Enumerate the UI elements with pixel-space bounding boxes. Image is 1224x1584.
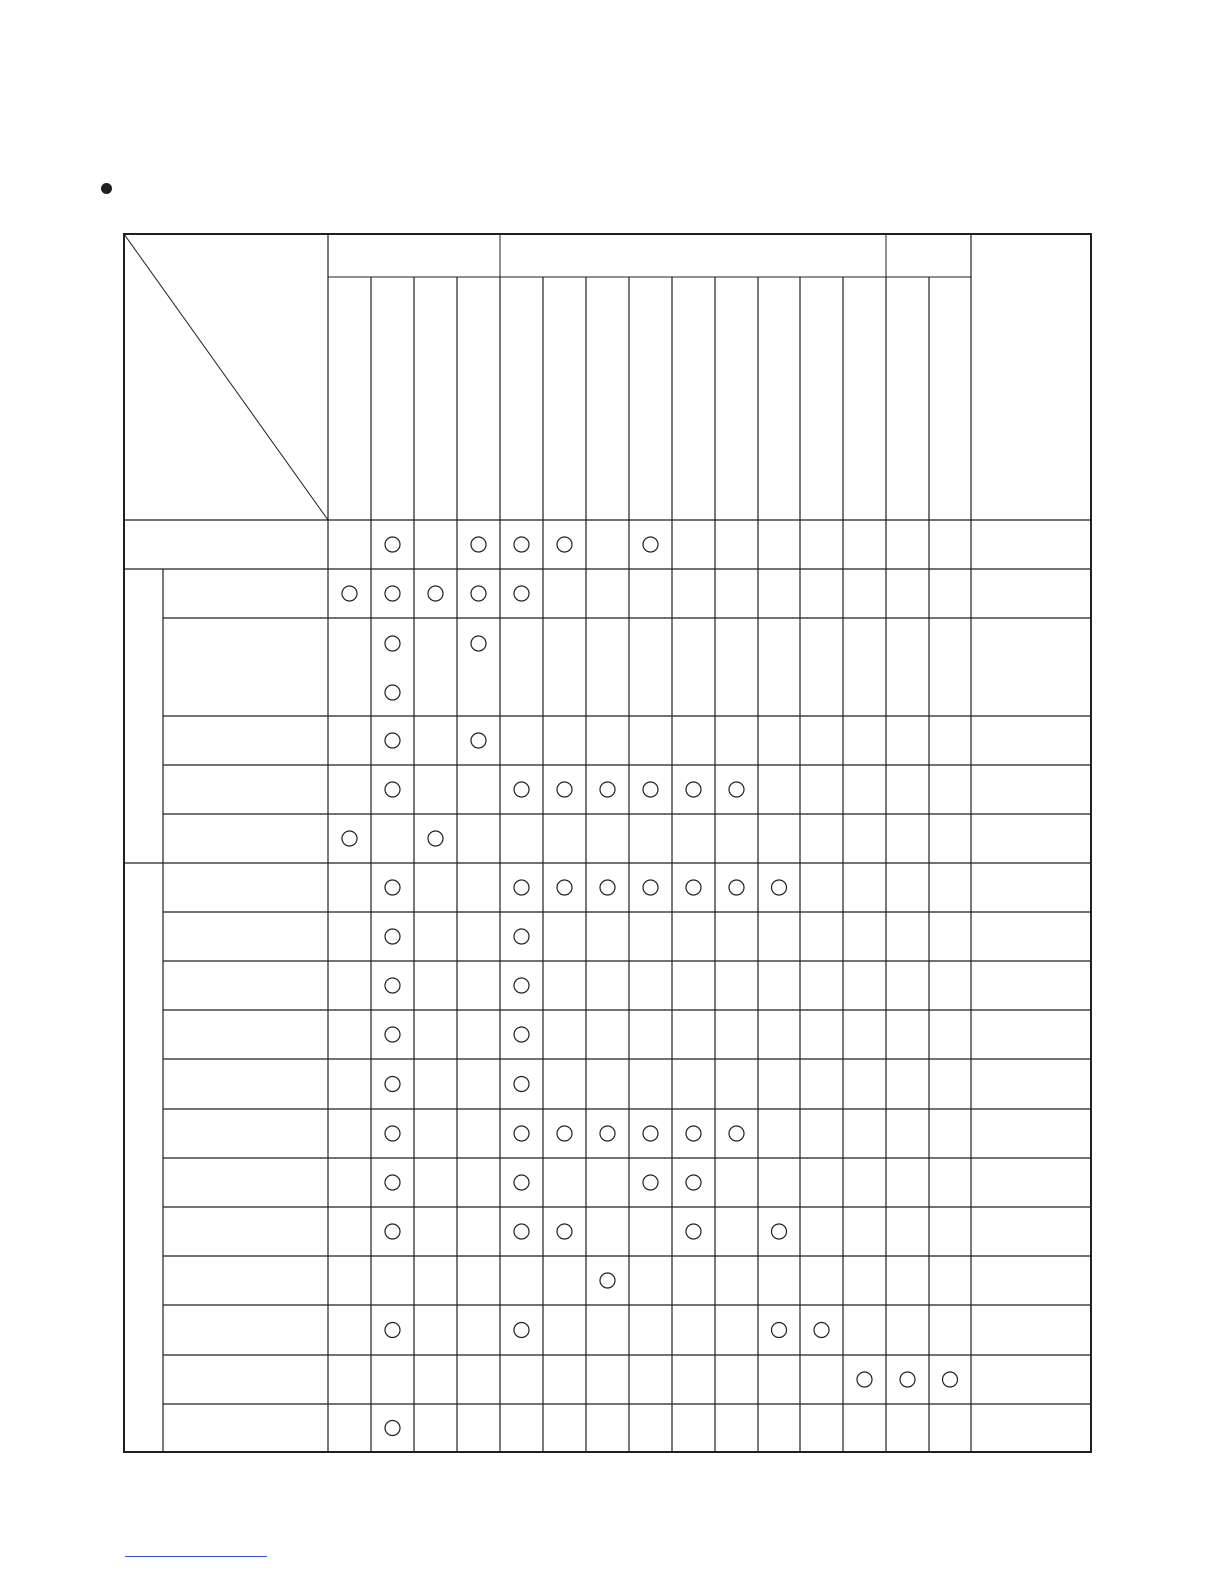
mark-circle <box>686 1175 701 1190</box>
mark-circle <box>385 1126 400 1141</box>
mark-circle <box>385 1027 400 1042</box>
mark-circle <box>385 1224 400 1239</box>
header-diagonal <box>124 234 328 520</box>
mark-circle <box>385 537 400 552</box>
mark-circle <box>385 1323 400 1338</box>
mark-circle <box>471 733 486 748</box>
mark-circle <box>900 1372 915 1387</box>
mark-circle <box>385 685 400 700</box>
mark-circle <box>943 1372 958 1387</box>
mark-circle <box>514 978 529 993</box>
mark-circle <box>385 929 400 944</box>
matrix-marks <box>342 537 958 1436</box>
mark-circle <box>729 1126 744 1141</box>
mark-circle <box>643 880 658 895</box>
mark-circle <box>342 831 357 846</box>
mark-circle <box>514 1323 529 1338</box>
mark-circle <box>514 929 529 944</box>
mark-circle <box>342 586 357 601</box>
mark-circle <box>686 1126 701 1141</box>
mark-circle <box>729 880 744 895</box>
mark-circle <box>600 1126 615 1141</box>
mark-circle <box>385 782 400 797</box>
mark-circle <box>514 1027 529 1042</box>
mark-circle <box>385 586 400 601</box>
mark-circle <box>514 586 529 601</box>
mark-circle <box>514 1126 529 1141</box>
mark-circle <box>772 1323 787 1338</box>
mark-circle <box>557 782 572 797</box>
mark-circle <box>557 537 572 552</box>
mark-circle <box>514 537 529 552</box>
mark-circle <box>557 880 572 895</box>
mark-circle <box>772 880 787 895</box>
mark-circle <box>643 537 658 552</box>
mark-circle <box>600 782 615 797</box>
mark-circle <box>772 1224 787 1239</box>
mark-circle <box>385 978 400 993</box>
mark-circle <box>643 782 658 797</box>
mark-circle <box>600 880 615 895</box>
mark-circle <box>385 636 400 651</box>
mark-circle <box>857 1372 872 1387</box>
mark-circle <box>514 1224 529 1239</box>
mark-circle <box>643 1175 658 1190</box>
mark-circle <box>729 782 744 797</box>
mark-circle <box>557 1224 572 1239</box>
mark-circle <box>643 1126 658 1141</box>
mark-circle <box>385 880 400 895</box>
mark-circle <box>471 537 486 552</box>
mark-circle <box>385 733 400 748</box>
mark-circle <box>514 880 529 895</box>
mark-circle <box>385 1077 400 1092</box>
table-border <box>124 234 1091 1452</box>
mark-circle <box>557 1126 572 1141</box>
mark-circle <box>385 1421 400 1436</box>
mark-circle <box>686 1224 701 1239</box>
mark-circle <box>686 880 701 895</box>
mark-circle <box>514 1077 529 1092</box>
mark-circle <box>385 1175 400 1190</box>
mark-circle <box>600 1273 615 1288</box>
mark-circle <box>428 831 443 846</box>
matrix-grid <box>124 234 1091 1452</box>
footer-link[interactable] <box>125 1556 267 1557</box>
mark-circle <box>814 1323 829 1338</box>
mark-circle <box>686 782 701 797</box>
mark-circle <box>514 782 529 797</box>
mark-circle <box>514 1175 529 1190</box>
mark-circle <box>471 636 486 651</box>
mark-circle <box>428 586 443 601</box>
mark-circle <box>471 586 486 601</box>
